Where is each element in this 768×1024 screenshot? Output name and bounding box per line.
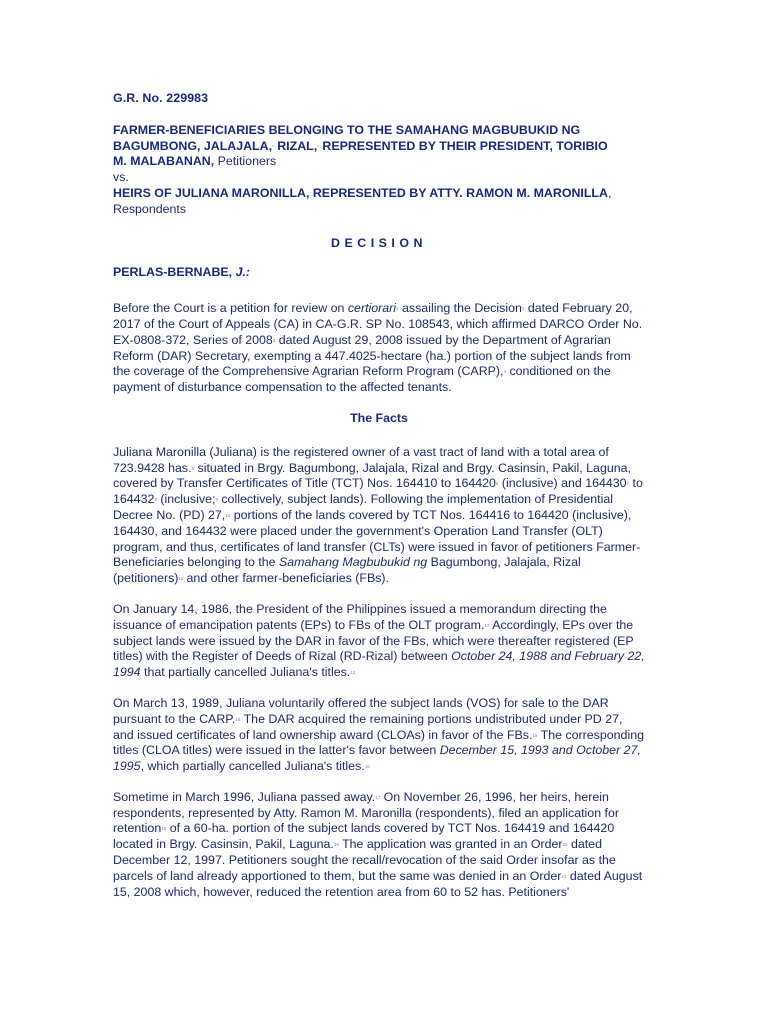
petitioners-line-2c: REPRESENTED BY THEIR PRESIDENT, TORIBIO (322, 138, 608, 153)
versus-text: vs. (113, 170, 129, 185)
paragraph-2: Juliana Maronilla (Juliana) is the registered owner of a vast tract of land with a total area of 723.9428 has.$^5$ situated in Brgy. Bagumbong, Jalajala, Rizal and Brgy. Casinsin, Pakil, Laguna, covered by Transfer Certificates of Title (TCT) Nos. 164410 to 164420$^6$ (inclusive) and 164430$^7$ to 164432$^8$ (inclusive;$^9$ collectively, subject lands). Following the implementation of Presidential Decree No. (PD) 27,10 portions of the lands covered by TCT Nos. 164416 to 164420 (inclusive), 164430, and 164432 were placed under the government's Operation Land Transfer (OLT) program, and thus, certificates of land transfer (CLTs) were issued in favor of petitioners Farmer-Beneficiaries belonging to the Samahang Magbubukid ng Bagumbong, Jalajala, Rizal (petitioners)$^{11}$ and other farmer-beneficiaries (FBs). (113, 444, 643, 586)
petitioners-line-2b: RIZAL, (277, 138, 318, 153)
case-parties: FARMER-BENEFICIARIES BELONGING TO THE SAMAHANG MAGBUBUKID NG BAGUMBONG, JALAJALA,* RIZAL,* REPRESENTED BY THEIR PRESIDENT, TORIBIO M. MALABANAN, Petitioners vs. HEIRS OF JULIANA MARONILLA, REPRESENTED BY ATTY. RAMON M. MARONILLA, Respondents (113, 122, 612, 216)
footnote-marker[interactable]: 13 (350, 670, 356, 676)
footnote-marker[interactable]: 7 (626, 481, 630, 487)
footnote-marker[interactable]: 15 (532, 732, 538, 738)
footnote-marker[interactable]: 21 (561, 873, 567, 879)
facts-heading: The Facts (350, 410, 408, 425)
footnote-marker[interactable]: 18 (161, 826, 167, 832)
ponente-name: PERLAS-BERNABE, (113, 265, 233, 280)
footnote-marker[interactable]: 3 (272, 337, 276, 343)
decision-title: DECISION (331, 235, 427, 250)
petitioners-line-3: M. MALABANAN, (113, 154, 215, 169)
footnote-marker[interactable]: 6 (495, 481, 499, 487)
petitioners-line-2a: BAGUMBONG, JALAJALA, (113, 138, 273, 153)
petitioners-line-1: FARMER-BENEFICIARIES BELONGING TO THE SAMAHANG MAGBUBUKID NG (113, 122, 581, 137)
footnote-marker[interactable]: 14 (235, 716, 241, 722)
paragraph-4: On March 13, 1989, Juliana voluntarily offered the subject lands (VOS) for sale to the DAR pursuant to the CARP.$^{14}$ The DAR acquired the remaining portions undistributed under PD 27, and issued certificates of land ownership award (CLOAs) in favor of the FBs.$^{15}$ The corresponding titles (CLOA titles) were issued in the latter's favor between December 15, 1993 and October 27, 1995, which partially cancelled Juliana's titles.$^{16}$ (113, 695, 644, 774)
footnote-marker[interactable]: 20 (562, 842, 568, 848)
ponente-title: J.: (235, 265, 251, 280)
footnote-marker[interactable]: 2 (521, 306, 525, 312)
case-number: G.R. No. 229983 (113, 91, 209, 105)
footnote-marker[interactable]: 4 (503, 369, 506, 375)
paragraph-5: Sometime in March 1996, Juliana passed away.$^{17}$ On November 26, 1996, her heirs, herein respondents, represented by Atty. Ramon M. Maronilla (respondents), filed an application for retention$^{18}$ of a 60-ha. portion of the subject lands covered by TCT Nos. 164419 and 164420 located in Brgy. Casinsin, Pakil, Laguna.$^{19}$ The application was granted in an Order$^{20}$ dated December 12, 1997. Petitioners sought the recall/revocation of the said Order insofar as the parcels of land already apportioned to them, but the same was denied in an Order$^{21}$ dated August 15, 2008 which, however, reduced the retention area from 60 to 52 has. Petitioners' (113, 789, 643, 899)
respondents-name: HEIRS OF JULIANA MARONILLA, REPRESENTED BY ATTY. RAMON M. MARONILLA (113, 185, 608, 200)
footnote-marker[interactable]: 19 (333, 842, 339, 848)
ponente (113, 265, 645, 281)
respondents-label: Respondents (113, 201, 187, 216)
footnote-marker[interactable]: 8 (154, 497, 157, 503)
paragraph-1: Before the Court is a petition for review on certiorari$^1$ assailing the Decision$^2$ dated February 20, 2017 of the Court of Appeals (CA) in CA-G.R. SP No. 108543, which affirmed DARCO Order No. EX-0808-372, Series of 2008$^3$ dated August 29, 2008 issued by the Department of Agrarian Reform (DAR) Secretary, exempting a 447.4025-hectare (ha.) portion of the subject lands from the coverage of the Comprehensive Agrarian Reform Program (CARP),$^4$ conditioned on the payment of disturbance compensation to the affected tenants. (113, 301, 643, 395)
decision-document (113, 91, 645, 915)
footnote-marker[interactable]: 17 (375, 794, 381, 800)
footnote-marker[interactable]: 9 (215, 497, 218, 503)
footnote-marker[interactable]: 5 (191, 465, 195, 471)
footnote-marker[interactable]: 11 (178, 576, 184, 582)
footnote-marker[interactable]: 10 (225, 512, 231, 518)
footnote-marker[interactable]: 1 (396, 306, 399, 312)
paragraph-3: On January 14, 1986, the President of the Philippines issued a memorandum directing the issuance of emancipation patents (EPs) to FBs of the OLT program.$^{12}$ Accordingly, EPs over the subject lands were issued by the DAR in favor of the FBs, which were thereafter registered (EP titles) with the Register of Deeds of Rizal (RD-Rizal) between October 24, 1988 and February 22, 1994 that partially cancelled Juliana's titles.$^{13}$ (113, 601, 645, 680)
footnote-marker[interactable]: 12 (484, 622, 490, 628)
footnote-marker[interactable]: 16 (364, 764, 370, 770)
petitioners-label: Petitioners (217, 154, 277, 169)
